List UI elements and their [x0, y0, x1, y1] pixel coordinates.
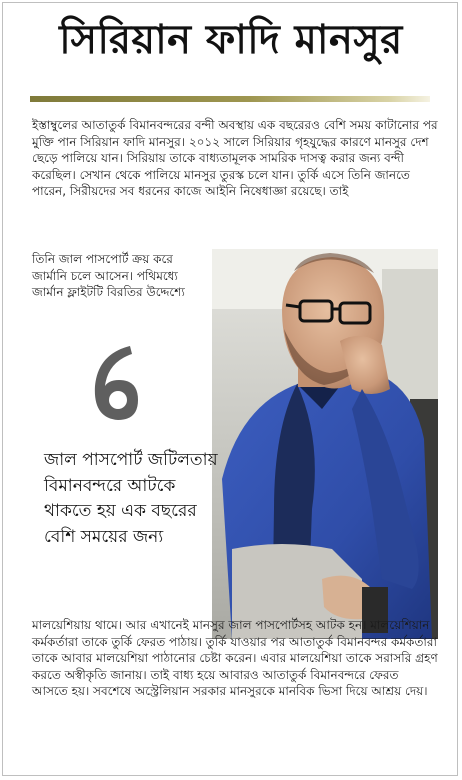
quotation-mark-icon	[86, 340, 146, 430]
headline: সিরিয়ান ফাদি মানসুর	[59, 17, 403, 63]
pull-quote: জাল পাসপোর্ট জটিলতায় বিমানবন্দরে আটকে থাকতে হয় এক বছরের বেশি সময়ের জন্য	[44, 450, 218, 547]
portrait-photo	[212, 249, 438, 639]
body-paragraph-top: ইস্তাম্বুলের আতাতুর্ক বিমানবন্দরের বন্দী অবস্থায় এক বছরেরও বেশি সময় কাটানোর পর মুক্তি পান সিরিয়ান ফাদি মানসুর। ২০১২ সালে সিরিয়ার গৃহযুদ্ধের কারণে মানসুর দেশ ছেড়ে পালিয়ে যান। সিরিয়ায় তাকে বাধ্যতামূলক সামরিক দাসত্ব করার জন্য বন্দী করেছিল। সেখান থেকে পালিয়ে মানসুর তুরস্ক চলে যান। তুর্কি এসে তিনি জানতে পারেন, সিরীয়দের সব ধরনের কাজে আইনি নিষেধাজ্ঞা রয়েছে। তাই	[32, 118, 438, 199]
body-paragraph-mid: তিনি জাল পাসপোর্ট ক্রয় করে জার্মানি চলে আসেন। পথিমধ্যে জার্মান ফ্লাইটটি বিরতির উদ্দেশ্যে	[32, 252, 185, 300]
title-divider	[30, 96, 430, 102]
body-paragraph-bottom: মালয়েশিয়ায় থামে। আর এখানেই মানসুর জাল পাসপোর্টসহ আটক হন। মালয়েশিয়ান কর্মকর্তারা তাকে তুর্কি ফেরত পাঠায়। তুর্কি যাওয়ার পর আতাতুর্ক বিমানবন্দর কর্মকর্তারা তাকে আবার মালয়েশিয়া পাঠানোর চেষ্টা করেন। এবার মালয়েশিয়া তাকে সরাসরি গ্রহণ করতে অস্বীকৃতি জানায়। তাই বাধ্য হয়ে আবারও আতাতুর্ক বিমানবন্দরে ফেরত আসতে হয়। সবশেষে অস্ট্রেলিয়ান সরকার মানসুরকে মানবিক ভিসা দিয়ে আশ্রয় দেয়।	[32, 618, 438, 699]
